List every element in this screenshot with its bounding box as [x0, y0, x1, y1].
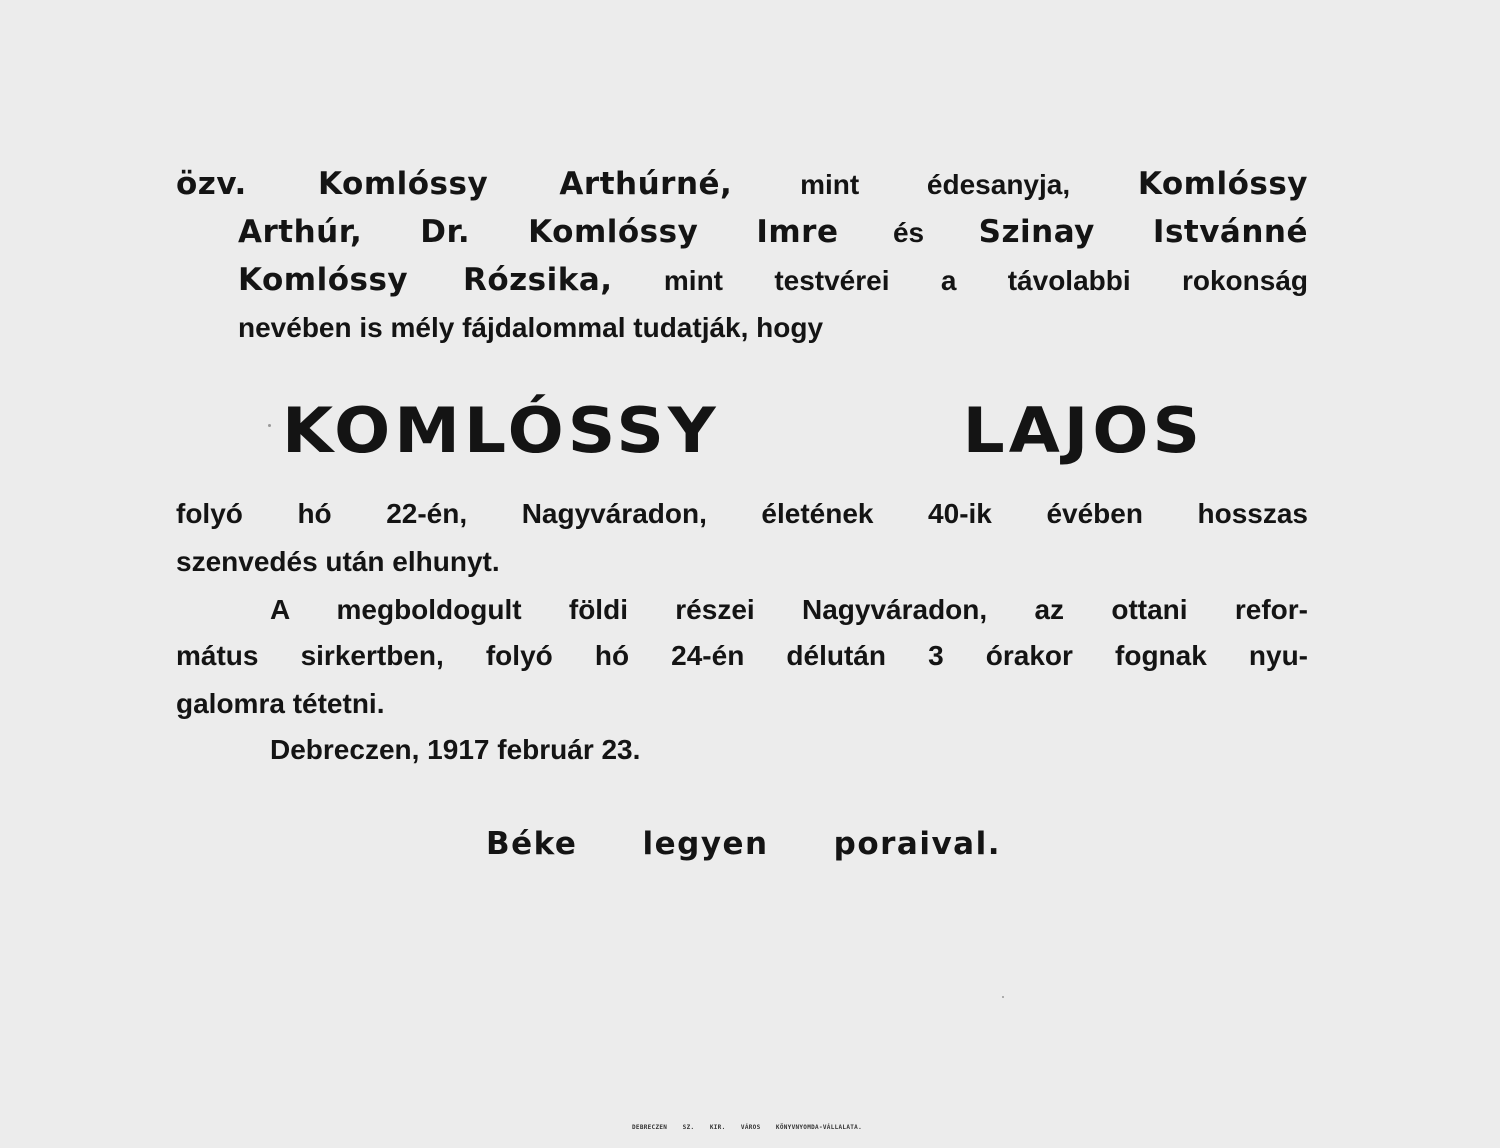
- burial-line-3: galomra tétetni.: [176, 688, 385, 719]
- intro-line-2: [238, 212, 1308, 253]
- intro-line-3-segment: mint testvérei a távolabbi rokonság: [612, 265, 1308, 296]
- intro-line-1: [176, 164, 1308, 205]
- scan-speck: [268, 424, 271, 427]
- farewell-line: Béke legyen poraival.: [486, 826, 1001, 862]
- printer-imprint: DEBRECZEN SZ. KIR. VÁROS KÖNYVNYOMDA-VÁLLALATA.: [632, 1124, 862, 1131]
- intro-line-4-segment: nevében is mély fájdalommal tudatják, hogy: [238, 312, 824, 343]
- death-line-1: folyó hó 22-én, Nagyváradon, életének 40-ik évében hosszas: [176, 498, 1308, 529]
- intro-line-1-segment: Komlóssy: [1137, 166, 1308, 202]
- intro-line-2-segment: és: [838, 217, 979, 248]
- intro-line-4: [238, 308, 823, 348]
- intro-line-1-segment: mint édesanyja,: [732, 169, 1138, 200]
- intro-line-3: [238, 260, 1308, 301]
- place-date: Debreczen, 1917 február 23.: [270, 734, 641, 765]
- intro-line-2-segment: Arthúr, Dr. Komlóssy Imre: [238, 214, 839, 250]
- intro-line-3-segment: Komlóssy Rózsika,: [238, 262, 613, 298]
- burial-line-2: mátus sirkertben, folyó hó 24-én délután 3 órakor fognak nyu-: [176, 640, 1308, 671]
- burial-line-1: A megboldogult földi részei Nagyváradon, az ottani refor-: [270, 594, 1308, 625]
- intro-line-1-segment: özv. Komlóssy Arthúrné,: [176, 166, 733, 202]
- death-line-2: szenvedés után elhunyt.: [176, 546, 500, 577]
- deceased-name: KOMLÓSSY LAJOS: [282, 394, 1204, 468]
- intro-line-2-segment: Szinay Istvánné: [978, 214, 1308, 250]
- scan-speck: [1002, 996, 1004, 998]
